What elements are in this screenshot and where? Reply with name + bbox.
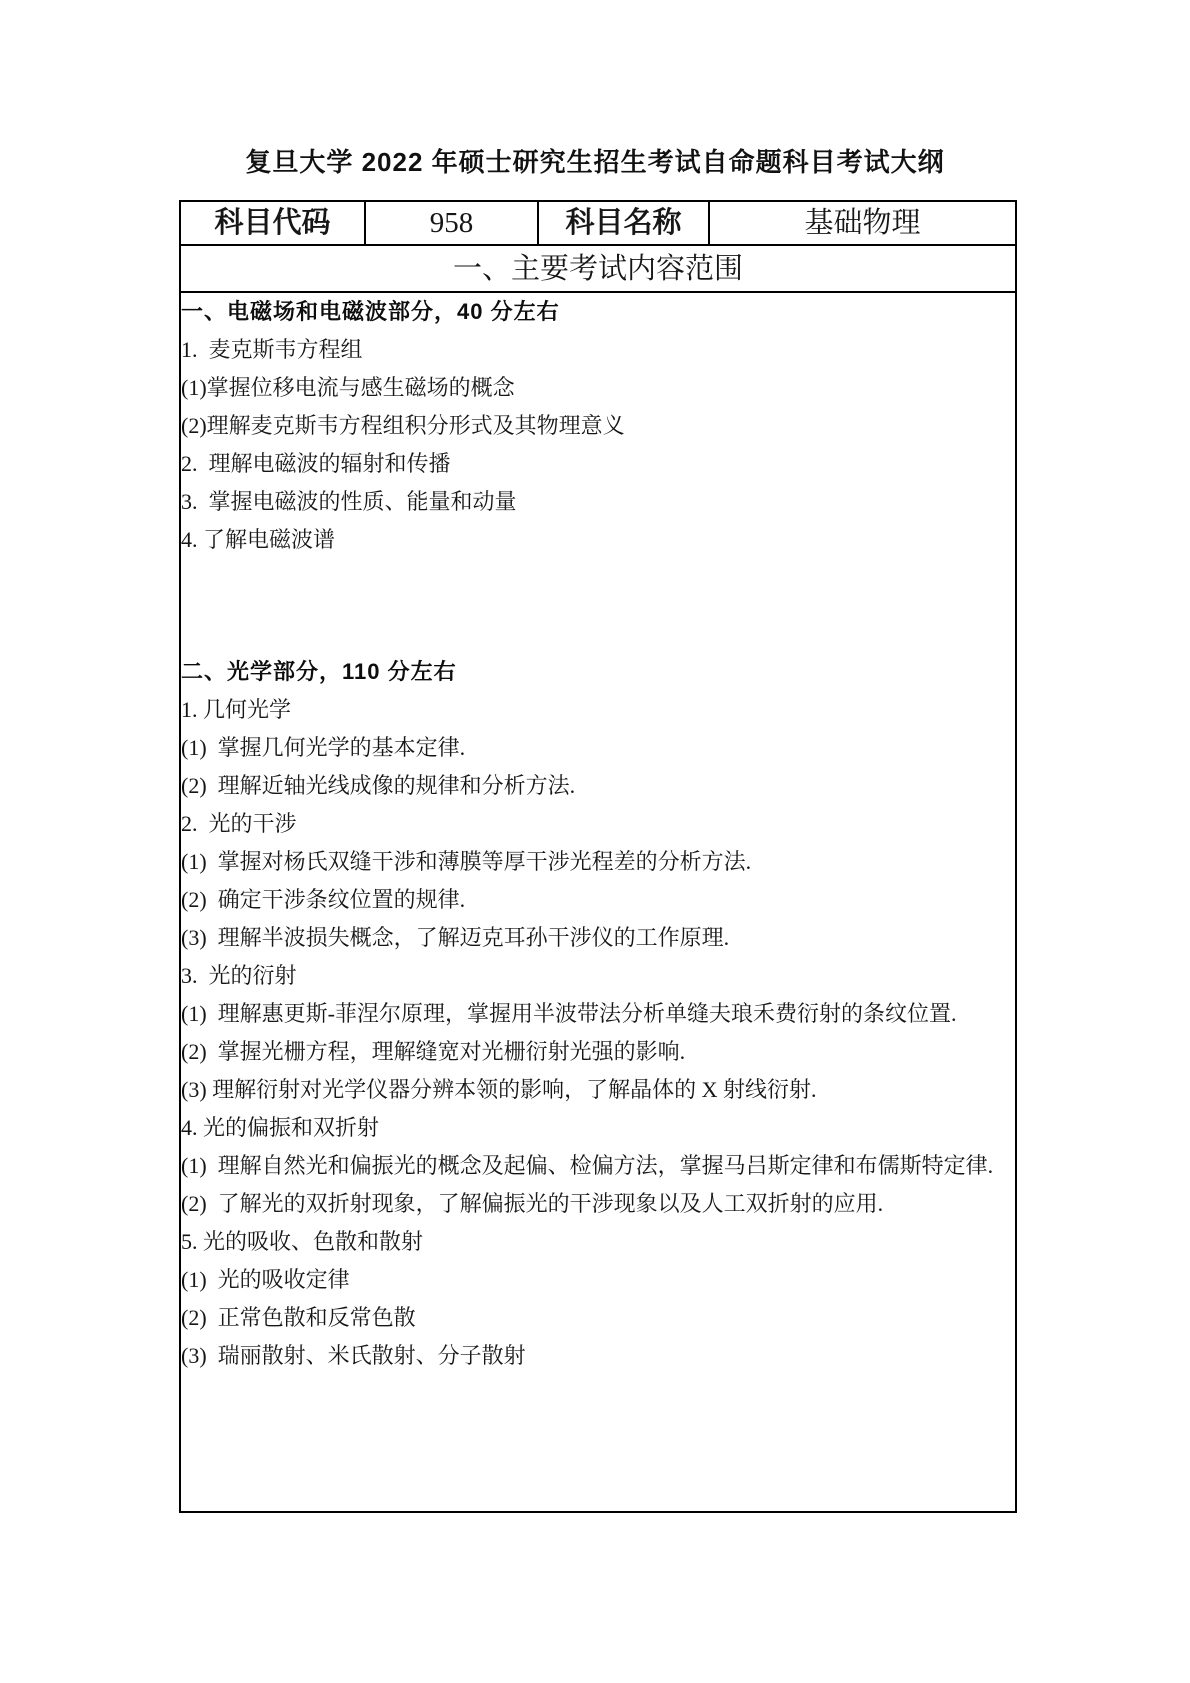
- content-cell: [180, 292, 1016, 1512]
- content-line: (1) 理解惠更斯-菲涅尔原理，掌握用半波带法分析单缝夫琅禾费衍射的条纹位置.: [181, 1001, 957, 1026]
- content-line: (1) 掌握几何光学的基本定律.: [181, 735, 466, 760]
- content-line: (2) 了解光的双折射现象，了解偏振光的干涉现象以及人工双折射的应用.: [181, 1191, 884, 1216]
- content-line: 3. 光的衍射: [181, 963, 297, 988]
- content-line: 4. 光的偏振和双折射: [181, 1115, 380, 1140]
- content-line: 3. 掌握电磁波的性质、能量和动量: [181, 489, 517, 514]
- subject-code-label: 科目代码: [180, 201, 365, 245]
- content-line: (2)理解麦克斯韦方程组积分形式及其物理意义: [181, 413, 625, 438]
- subject-code-value: 958: [365, 201, 538, 245]
- section-heading: 一、电磁场和电磁波部分，40 分左右: [181, 299, 560, 324]
- content-row: [180, 292, 1016, 1512]
- content-line: (1)掌握位移电流与感生磁场的概念: [181, 375, 515, 400]
- content-line: 2. 光的干涉: [181, 811, 297, 836]
- content-line: (1) 理解自然光和偏振光的概念及起偏、检偏方法，掌握马吕斯定律和布儒斯特定律.: [181, 1153, 994, 1178]
- content-line: 1. 麦克斯韦方程组: [181, 337, 363, 362]
- content-line: (3) 瑞丽散射、米氏散射、分子散射: [181, 1343, 526, 1368]
- scope-header: 一、主要考试内容范围: [180, 245, 1016, 292]
- content-line: (2) 理解近轴光线成像的规律和分析方法.: [181, 773, 576, 798]
- subject-name-value: 基础物理: [709, 201, 1016, 245]
- subject-name-label: 科目名称: [538, 201, 709, 245]
- scope-header-row: [180, 245, 1016, 292]
- content-line: (3) 理解半波损失概念，了解迈克耳孙干涉仪的工作原理.: [181, 925, 730, 950]
- content-line: (2) 正常色散和反常色散: [181, 1305, 416, 1330]
- content-line: 2. 理解电磁波的辐射和传播: [181, 451, 451, 476]
- document-title: 复旦大学 2022 年硕士研究生招生考试自命题科目考试大纲: [245, 147, 945, 177]
- content-line: 4. 了解电磁波谱: [181, 527, 336, 552]
- content-line: (2) 掌握光栅方程，理解缝宽对光栅衍射光强的影响.: [181, 1039, 686, 1064]
- content-line: (1) 光的吸收定律: [181, 1267, 350, 1292]
- content-line: (1) 掌握对杨氏双缝干涉和薄膜等厚干涉光程差的分析方法.: [181, 849, 752, 874]
- section-gap: [181, 559, 1015, 653]
- subject-header-row: [180, 201, 1016, 245]
- content-line: 1. 几何光学: [181, 697, 292, 722]
- section-heading: 二、光学部分，110 分左右: [181, 659, 457, 684]
- content-line: 5. 光的吸收、色散和散射: [181, 1229, 424, 1254]
- content-line: (3) 理解衍射对光学仪器分辨本领的影响，了解晶体的 X 射线衍射.: [181, 1077, 817, 1102]
- syllabus-table: [179, 200, 1017, 1513]
- content-line: (2) 确定干涉条纹位置的规律.: [181, 887, 466, 912]
